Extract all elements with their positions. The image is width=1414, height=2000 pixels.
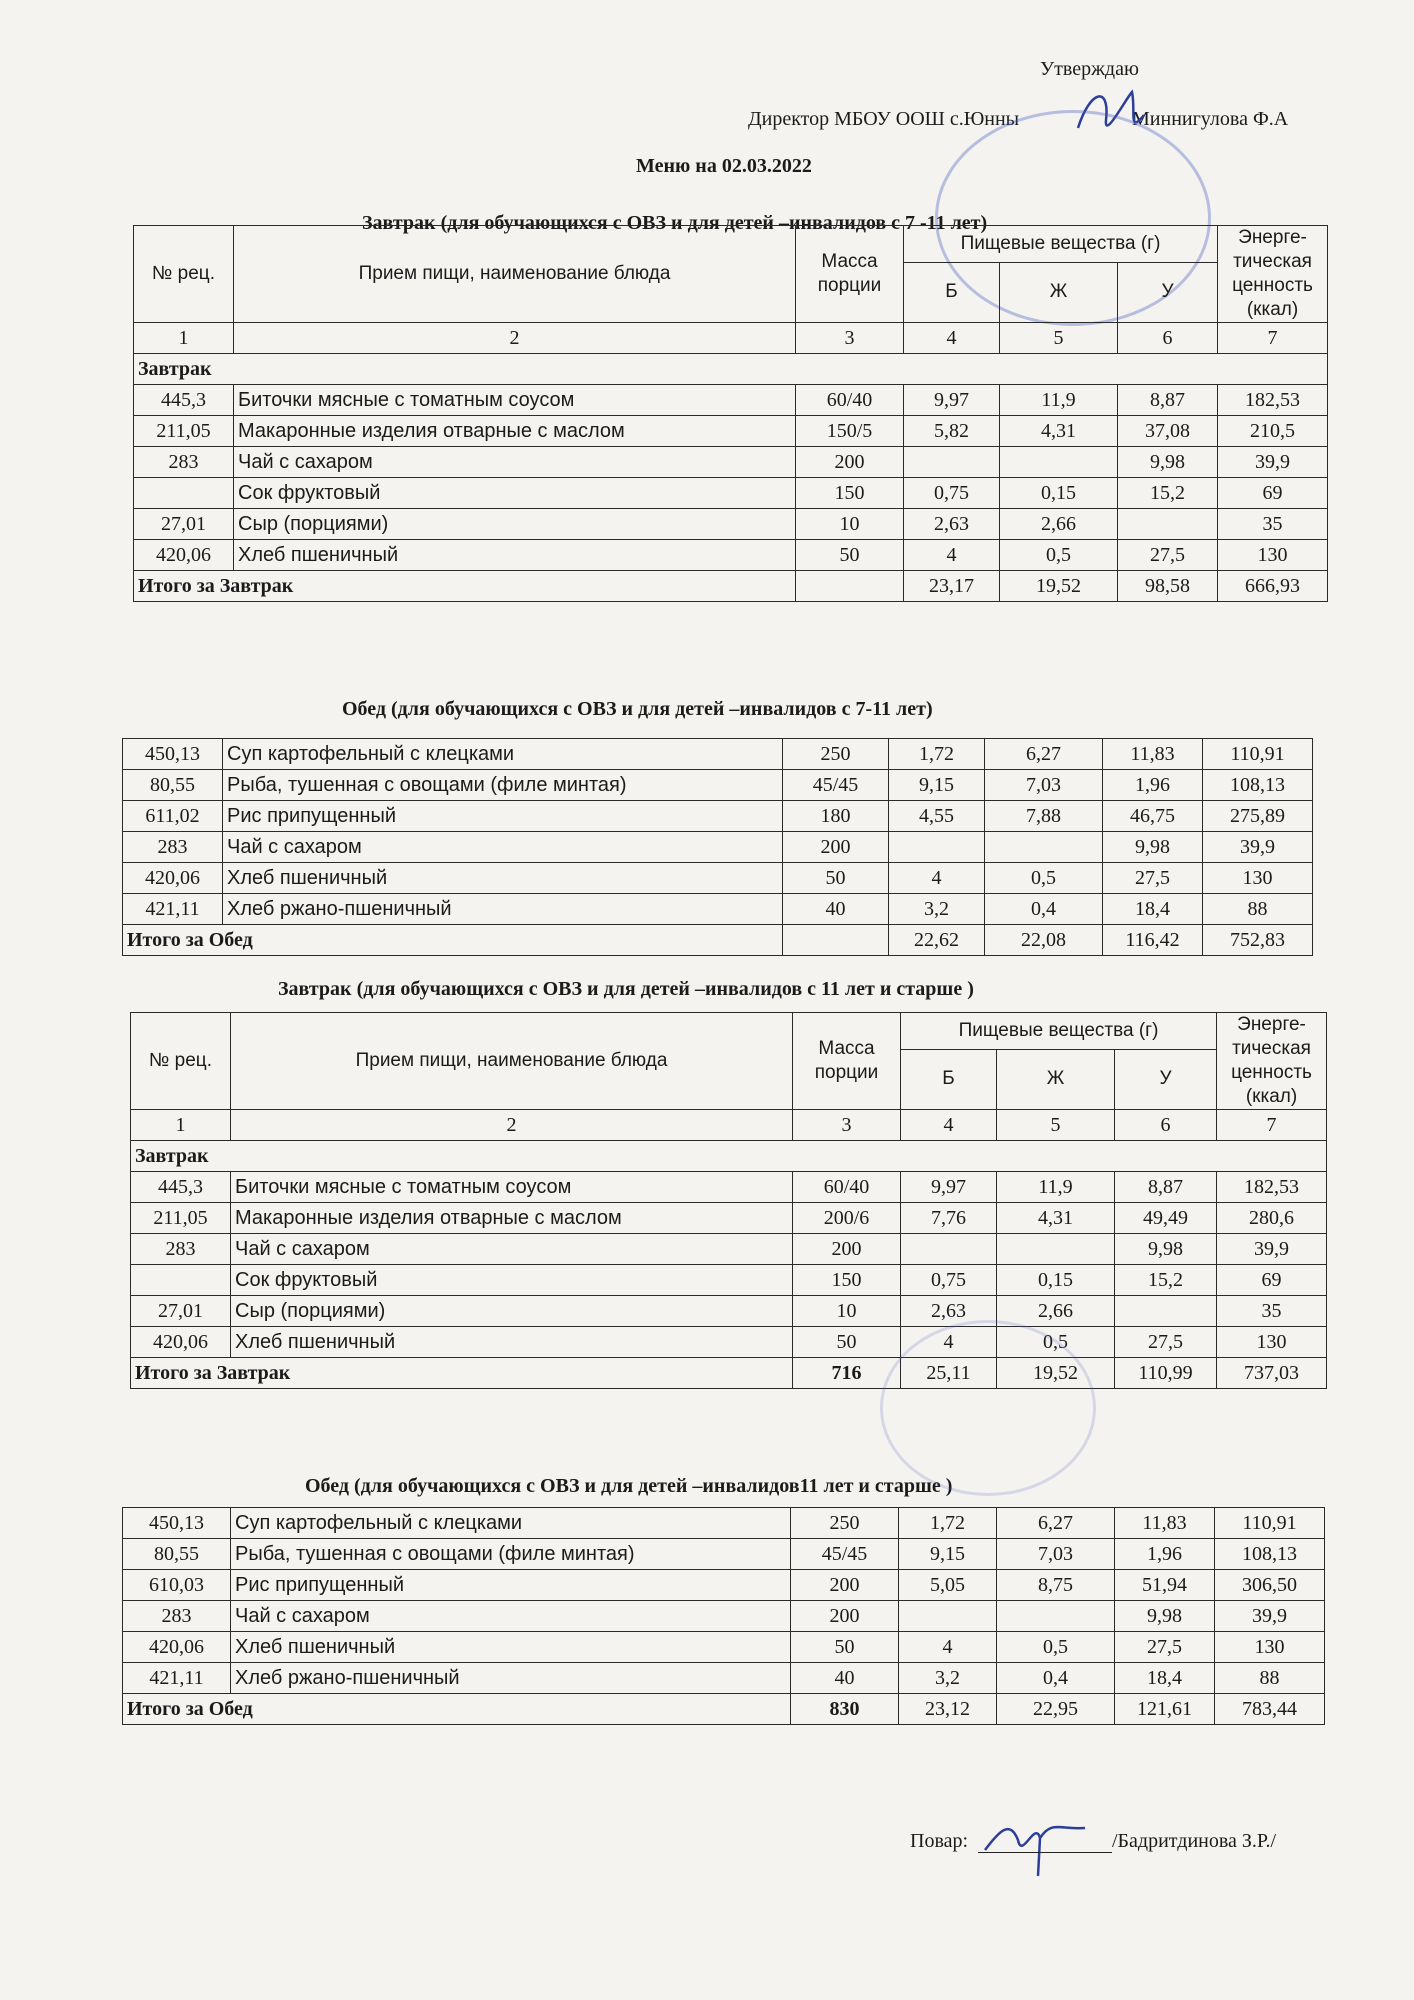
portion-mass: 200 — [796, 447, 904, 478]
carbs-u: 51,94 — [1115, 1570, 1215, 1601]
protein-b — [901, 1234, 997, 1265]
dish-name: Суп картофельный с клецками — [223, 739, 783, 770]
portion-mass: 200 — [793, 1234, 901, 1265]
col-index: 3 — [796, 323, 904, 354]
fat-zh: 0,4 — [997, 1663, 1115, 1694]
portion-mass: 180 — [783, 801, 889, 832]
portion-mass: 250 — [791, 1508, 899, 1539]
energy-kcal: 130 — [1218, 540, 1328, 571]
energy-kcal: 88 — [1215, 1663, 1325, 1694]
dish-name: Рис припущенный — [223, 801, 783, 832]
portion-mass: 50 — [783, 863, 889, 894]
table-row — [123, 894, 1313, 925]
energy-kcal: 39,9 — [1215, 1601, 1325, 1632]
protein-b: 1,72 — [899, 1508, 997, 1539]
col-index: 5 — [1000, 323, 1118, 354]
recipe-number: 283 — [131, 1234, 231, 1265]
portion-mass: 200 — [791, 1601, 899, 1632]
recipe-number: 80,55 — [123, 770, 223, 801]
carbs-u: 18,4 — [1115, 1663, 1215, 1694]
carbs-u: 9,98 — [1115, 1601, 1215, 1632]
section-title: Завтрак (для обучающихся с ОВЗ и для детей –инвалидов с 7 -11 лет) — [362, 212, 988, 234]
protein-b: 9,15 — [889, 770, 985, 801]
meal-label: Завтрак — [134, 354, 1328, 385]
energy-kcal: 35 — [1217, 1296, 1327, 1327]
table-row — [123, 1570, 1325, 1601]
portion-mass: 40 — [791, 1663, 899, 1694]
carbs-u: 27,5 — [1115, 1327, 1217, 1358]
carbs-u: 11,83 — [1115, 1508, 1215, 1539]
faint-stamp — [880, 1320, 1096, 1496]
carbs-u: 27,5 — [1115, 1632, 1215, 1663]
energy-kcal: 110,91 — [1215, 1508, 1325, 1539]
energy-kcal: 182,53 — [1218, 385, 1328, 416]
total-energy: 737,03 — [1217, 1358, 1327, 1389]
col-index: 2 — [231, 1110, 793, 1141]
breakfast-7-11-table — [133, 225, 1328, 602]
table-row — [123, 739, 1313, 770]
portion-mass: 60/40 — [796, 385, 904, 416]
col-header-dish: Прием пищи, наименование блюда — [231, 1013, 793, 1110]
energy-kcal: 210,5 — [1218, 416, 1328, 447]
total-u: 121,61 — [1115, 1694, 1215, 1725]
recipe-number: 445,3 — [131, 1172, 231, 1203]
table-row — [131, 1265, 1327, 1296]
total-b: 22,62 — [889, 925, 985, 956]
recipe-number: 80,55 — [123, 1539, 231, 1570]
recipe-number: 283 — [134, 447, 234, 478]
table-row — [123, 832, 1313, 863]
dish-name: Хлеб пшеничный — [231, 1632, 791, 1663]
portion-mass: 150 — [793, 1265, 901, 1296]
table-row — [134, 540, 1328, 571]
col-header-b: Б — [904, 262, 1000, 322]
fat-zh — [1000, 447, 1118, 478]
table-row — [134, 478, 1328, 509]
fat-zh: 0,4 — [985, 894, 1103, 925]
carbs-u: 8,87 — [1115, 1172, 1217, 1203]
dish-name: Суп картофельный с клецками — [231, 1508, 791, 1539]
fat-zh: 11,9 — [997, 1172, 1115, 1203]
carbs-u: 46,75 — [1103, 801, 1203, 832]
portion-mass: 150 — [796, 478, 904, 509]
lunch-11plus-table — [122, 1507, 1325, 1725]
carbs-u: 1,96 — [1115, 1539, 1215, 1570]
table-row — [134, 509, 1328, 540]
fat-zh: 2,66 — [997, 1296, 1115, 1327]
portion-mass: 60/40 — [793, 1172, 901, 1203]
menu-title: Меню на 02.03.2022 — [636, 155, 812, 177]
protein-b: 0,75 — [904, 478, 1000, 509]
protein-b: 4 — [899, 1632, 997, 1663]
fat-zh: 8,75 — [997, 1570, 1115, 1601]
section-title: Обед (для обучающихся с ОВЗ и для детей –инвалидов с 7-11 лет) — [342, 698, 933, 720]
recipe-number: 611,02 — [123, 801, 223, 832]
col-header-b: Б — [901, 1049, 997, 1109]
protein-b: 4,55 — [889, 801, 985, 832]
fat-zh: 0,5 — [985, 863, 1103, 894]
energy-kcal: 130 — [1215, 1632, 1325, 1663]
protein-b: 0,75 — [901, 1265, 997, 1296]
section-title: Обед (для обучающихся с ОВЗ и для детей –инвалидов11 лет и старше ) — [305, 1475, 953, 1497]
carbs-u: 49,49 — [1115, 1203, 1217, 1234]
portion-mass: 200 — [791, 1570, 899, 1601]
carbs-u: 37,08 — [1118, 416, 1218, 447]
portion-mass: 50 — [793, 1327, 901, 1358]
dish-name: Рис припущенный — [231, 1570, 791, 1601]
energy-kcal: 182,53 — [1217, 1172, 1327, 1203]
energy-kcal: 35 — [1218, 509, 1328, 540]
col-header-num: № рец. — [131, 1013, 231, 1110]
fat-zh — [985, 832, 1103, 863]
table-row — [123, 1508, 1325, 1539]
fat-zh: 0,5 — [1000, 540, 1118, 571]
protein-b: 5,05 — [899, 1570, 997, 1601]
col-header-zh: Ж — [1000, 262, 1118, 322]
dish-name: Сыр (порциями) — [234, 509, 796, 540]
protein-b — [899, 1601, 997, 1632]
table-row — [131, 1234, 1327, 1265]
dish-name: Рыба, тушенная с овощами (филе минтая) — [231, 1539, 791, 1570]
col-index: 4 — [904, 323, 1000, 354]
total-b: 23,17 — [904, 571, 1000, 602]
total-label: Итого за Завтрак — [134, 571, 796, 602]
recipe-number: 421,11 — [123, 1663, 231, 1694]
recipe-number — [131, 1265, 231, 1296]
portion-mass: 40 — [783, 894, 889, 925]
table-row — [123, 1632, 1325, 1663]
total-mass: 716 — [793, 1358, 901, 1389]
fat-zh: 0,15 — [997, 1265, 1115, 1296]
dish-name: Хлеб пшеничный — [234, 540, 796, 571]
energy-kcal: 130 — [1203, 863, 1313, 894]
recipe-number: 421,11 — [123, 894, 223, 925]
carbs-u: 27,5 — [1103, 863, 1203, 894]
col-index: 1 — [134, 323, 234, 354]
protein-b: 4 — [901, 1327, 997, 1358]
energy-kcal: 306,50 — [1215, 1570, 1325, 1601]
table-row — [134, 416, 1328, 447]
meal-label: Завтрак — [131, 1141, 1327, 1172]
fat-zh: 7,03 — [997, 1539, 1115, 1570]
col-header-num: № рец. — [134, 226, 234, 323]
carbs-u: 15,2 — [1115, 1265, 1217, 1296]
total-zh: 22,95 — [997, 1694, 1115, 1725]
dish-name: Сыр (порциями) — [231, 1296, 793, 1327]
total-u: 116,42 — [1103, 925, 1203, 956]
energy-kcal: 130 — [1217, 1327, 1327, 1358]
total-u: 110,99 — [1115, 1358, 1217, 1389]
energy-kcal: 110,91 — [1203, 739, 1313, 770]
recipe-number: 610,03 — [123, 1570, 231, 1601]
col-index: 3 — [793, 1110, 901, 1141]
table-row — [123, 801, 1313, 832]
fat-zh: 7,03 — [985, 770, 1103, 801]
dish-name: Чай с сахаром — [231, 1601, 791, 1632]
carbs-u: 8,87 — [1118, 385, 1218, 416]
recipe-number: 420,06 — [134, 540, 234, 571]
cook-label: Повар: — [910, 1830, 969, 1852]
carbs-u — [1118, 509, 1218, 540]
col-header-energy: Энерге-тическая ценность (ккал) — [1217, 1013, 1327, 1110]
col-header-u: У — [1118, 262, 1218, 322]
cook-name: /Бадритдинова З.Р./ — [1112, 1830, 1277, 1852]
protein-b: 9,97 — [901, 1172, 997, 1203]
energy-kcal: 280,6 — [1217, 1203, 1327, 1234]
carbs-u — [1115, 1296, 1217, 1327]
total-label: Итого за Обед — [123, 925, 783, 956]
table-row — [123, 1601, 1325, 1632]
dish-name: Хлеб пшеничный — [223, 863, 783, 894]
protein-b: 3,2 — [889, 894, 985, 925]
total-zh: 19,52 — [997, 1358, 1115, 1389]
recipe-number: 420,06 — [131, 1327, 231, 1358]
fat-zh: 11,9 — [1000, 385, 1118, 416]
table-row — [123, 863, 1313, 894]
dish-name: Чай с сахаром — [234, 447, 796, 478]
protein-b: 2,63 — [904, 509, 1000, 540]
col-index: 7 — [1218, 323, 1328, 354]
portion-mass: 250 — [783, 739, 889, 770]
col-header-dish: Прием пищи, наименование блюда — [234, 226, 796, 323]
table-row — [131, 1203, 1327, 1234]
recipe-number: 445,3 — [134, 385, 234, 416]
energy-kcal: 39,9 — [1217, 1234, 1327, 1265]
fat-zh — [997, 1601, 1115, 1632]
fat-zh: 6,27 — [997, 1508, 1115, 1539]
portion-mass: 50 — [796, 540, 904, 571]
table-row — [131, 1172, 1327, 1203]
protein-b: 5,82 — [904, 416, 1000, 447]
recipe-number: 283 — [123, 1601, 231, 1632]
dish-name: Чай с сахаром — [231, 1234, 793, 1265]
col-index: 2 — [234, 323, 796, 354]
protein-b: 9,97 — [904, 385, 1000, 416]
col-header-energy: Энерге-тическая ценность (ккал) — [1218, 226, 1328, 323]
carbs-u: 9,98 — [1118, 447, 1218, 478]
table-row — [131, 1327, 1327, 1358]
fat-zh: 0,15 — [1000, 478, 1118, 509]
total-energy: 752,83 — [1203, 925, 1313, 956]
recipe-number: 211,05 — [134, 416, 234, 447]
col-header-nutrients: Пищевые вещества (г) — [904, 226, 1218, 263]
protein-b: 7,76 — [901, 1203, 997, 1234]
portion-mass: 200/6 — [793, 1203, 901, 1234]
portion-mass: 45/45 — [791, 1539, 899, 1570]
fat-zh: 0,5 — [997, 1632, 1115, 1663]
table-row — [123, 1539, 1325, 1570]
col-index: 4 — [901, 1110, 997, 1141]
protein-b: 1,72 — [889, 739, 985, 770]
approval-director-line: Директор МБОУ ООШ с.Юнны — [748, 108, 1020, 130]
table-row — [123, 1663, 1325, 1694]
dish-name: Макаронные изделия отварные с маслом — [234, 416, 796, 447]
protein-b: 4 — [904, 540, 1000, 571]
protein-b — [889, 832, 985, 863]
portion-mass: 200 — [783, 832, 889, 863]
carbs-u: 18,4 — [1103, 894, 1203, 925]
recipe-number — [134, 478, 234, 509]
portion-mass: 150/5 — [796, 416, 904, 447]
energy-kcal: 88 — [1203, 894, 1313, 925]
carbs-u: 11,83 — [1103, 739, 1203, 770]
recipe-number: 211,05 — [131, 1203, 231, 1234]
fat-zh: 7,88 — [985, 801, 1103, 832]
total-b: 23,12 — [899, 1694, 997, 1725]
total-zh: 19,52 — [1000, 571, 1118, 602]
table-row — [131, 1296, 1327, 1327]
col-header-mass: Масса порции — [793, 1013, 901, 1110]
dish-name: Биточки мясные с томатным соусом — [231, 1172, 793, 1203]
total-energy: 783,44 — [1215, 1694, 1325, 1725]
portion-mass: 10 — [796, 509, 904, 540]
portion-mass: 45/45 — [783, 770, 889, 801]
energy-kcal: 39,9 — [1218, 447, 1328, 478]
recipe-number: 27,01 — [134, 509, 234, 540]
energy-kcal: 108,13 — [1203, 770, 1313, 801]
protein-b — [904, 447, 1000, 478]
recipe-number: 420,06 — [123, 1632, 231, 1663]
col-index: 6 — [1115, 1110, 1217, 1141]
recipe-number: 420,06 — [123, 863, 223, 894]
approval-title: Утверждаю — [1040, 58, 1139, 80]
fat-zh: 0,5 — [997, 1327, 1115, 1358]
carbs-u: 9,98 — [1103, 832, 1203, 863]
total-label: Итого за Обед — [123, 1694, 791, 1725]
protein-b: 4 — [889, 863, 985, 894]
total-mass — [783, 925, 889, 956]
total-u: 98,58 — [1118, 571, 1218, 602]
col-index: 1 — [131, 1110, 231, 1141]
col-header-u: У — [1115, 1049, 1217, 1109]
total-label: Итого за Завтрак — [131, 1358, 793, 1389]
col-header-zh: Ж — [997, 1049, 1115, 1109]
col-index: 5 — [997, 1110, 1115, 1141]
cook-signature — [980, 1810, 1090, 1880]
col-index: 6 — [1118, 323, 1218, 354]
fat-zh: 2,66 — [1000, 509, 1118, 540]
protein-b: 2,63 — [901, 1296, 997, 1327]
total-b: 25,11 — [901, 1358, 997, 1389]
carbs-u: 9,98 — [1115, 1234, 1217, 1265]
carbs-u: 15,2 — [1118, 478, 1218, 509]
table-row — [134, 385, 1328, 416]
total-mass — [796, 571, 904, 602]
dish-name: Сок фруктовый — [231, 1265, 793, 1296]
lunch-7-11-table — [122, 738, 1313, 956]
protein-b: 9,15 — [899, 1539, 997, 1570]
col-index: 7 — [1217, 1110, 1327, 1141]
fat-zh: 4,31 — [997, 1203, 1115, 1234]
dish-name: Биточки мясные с томатным соусом — [234, 385, 796, 416]
carbs-u: 1,96 — [1103, 770, 1203, 801]
protein-b: 3,2 — [899, 1663, 997, 1694]
dish-name: Хлеб ржано-пшеничный — [223, 894, 783, 925]
dish-name: Макаронные изделия отварные с маслом — [231, 1203, 793, 1234]
energy-kcal: 69 — [1218, 478, 1328, 509]
energy-kcal: 39,9 — [1203, 832, 1313, 863]
dish-name: Сок фруктовый — [234, 478, 796, 509]
portion-mass: 50 — [791, 1632, 899, 1663]
recipe-number: 27,01 — [131, 1296, 231, 1327]
fat-zh: 4,31 — [1000, 416, 1118, 447]
col-header-mass: Масса порции — [796, 226, 904, 323]
energy-kcal: 69 — [1217, 1265, 1327, 1296]
energy-kcal: 108,13 — [1215, 1539, 1325, 1570]
section-title: Завтрак (для обучающихся с ОВЗ и для детей –инвалидов с 11 лет и старше ) — [278, 978, 974, 1000]
table-row — [134, 447, 1328, 478]
recipe-number: 450,13 — [123, 739, 223, 770]
recipe-number: 283 — [123, 832, 223, 863]
breakfast-11plus-table — [130, 1012, 1327, 1389]
fat-zh: 6,27 — [985, 739, 1103, 770]
signature-line — [978, 1852, 1112, 1853]
recipe-number: 450,13 — [123, 1508, 231, 1539]
dish-name: Чай с сахаром — [223, 832, 783, 863]
energy-kcal: 275,89 — [1203, 801, 1313, 832]
dish-name: Хлеб ржано-пшеничный — [231, 1663, 791, 1694]
table-row — [123, 770, 1313, 801]
total-zh: 22,08 — [985, 925, 1103, 956]
carbs-u: 27,5 — [1118, 540, 1218, 571]
total-energy: 666,93 — [1218, 571, 1328, 602]
dish-name: Рыба, тушенная с овощами (филе минтая) — [223, 770, 783, 801]
approval-director-name: Миннигулова Ф.А — [1132, 108, 1289, 130]
total-mass: 830 — [791, 1694, 899, 1725]
fat-zh — [997, 1234, 1115, 1265]
portion-mass: 10 — [793, 1296, 901, 1327]
dish-name: Хлеб пшеничный — [231, 1327, 793, 1358]
col-header-nutrients: Пищевые вещества (г) — [901, 1013, 1217, 1050]
